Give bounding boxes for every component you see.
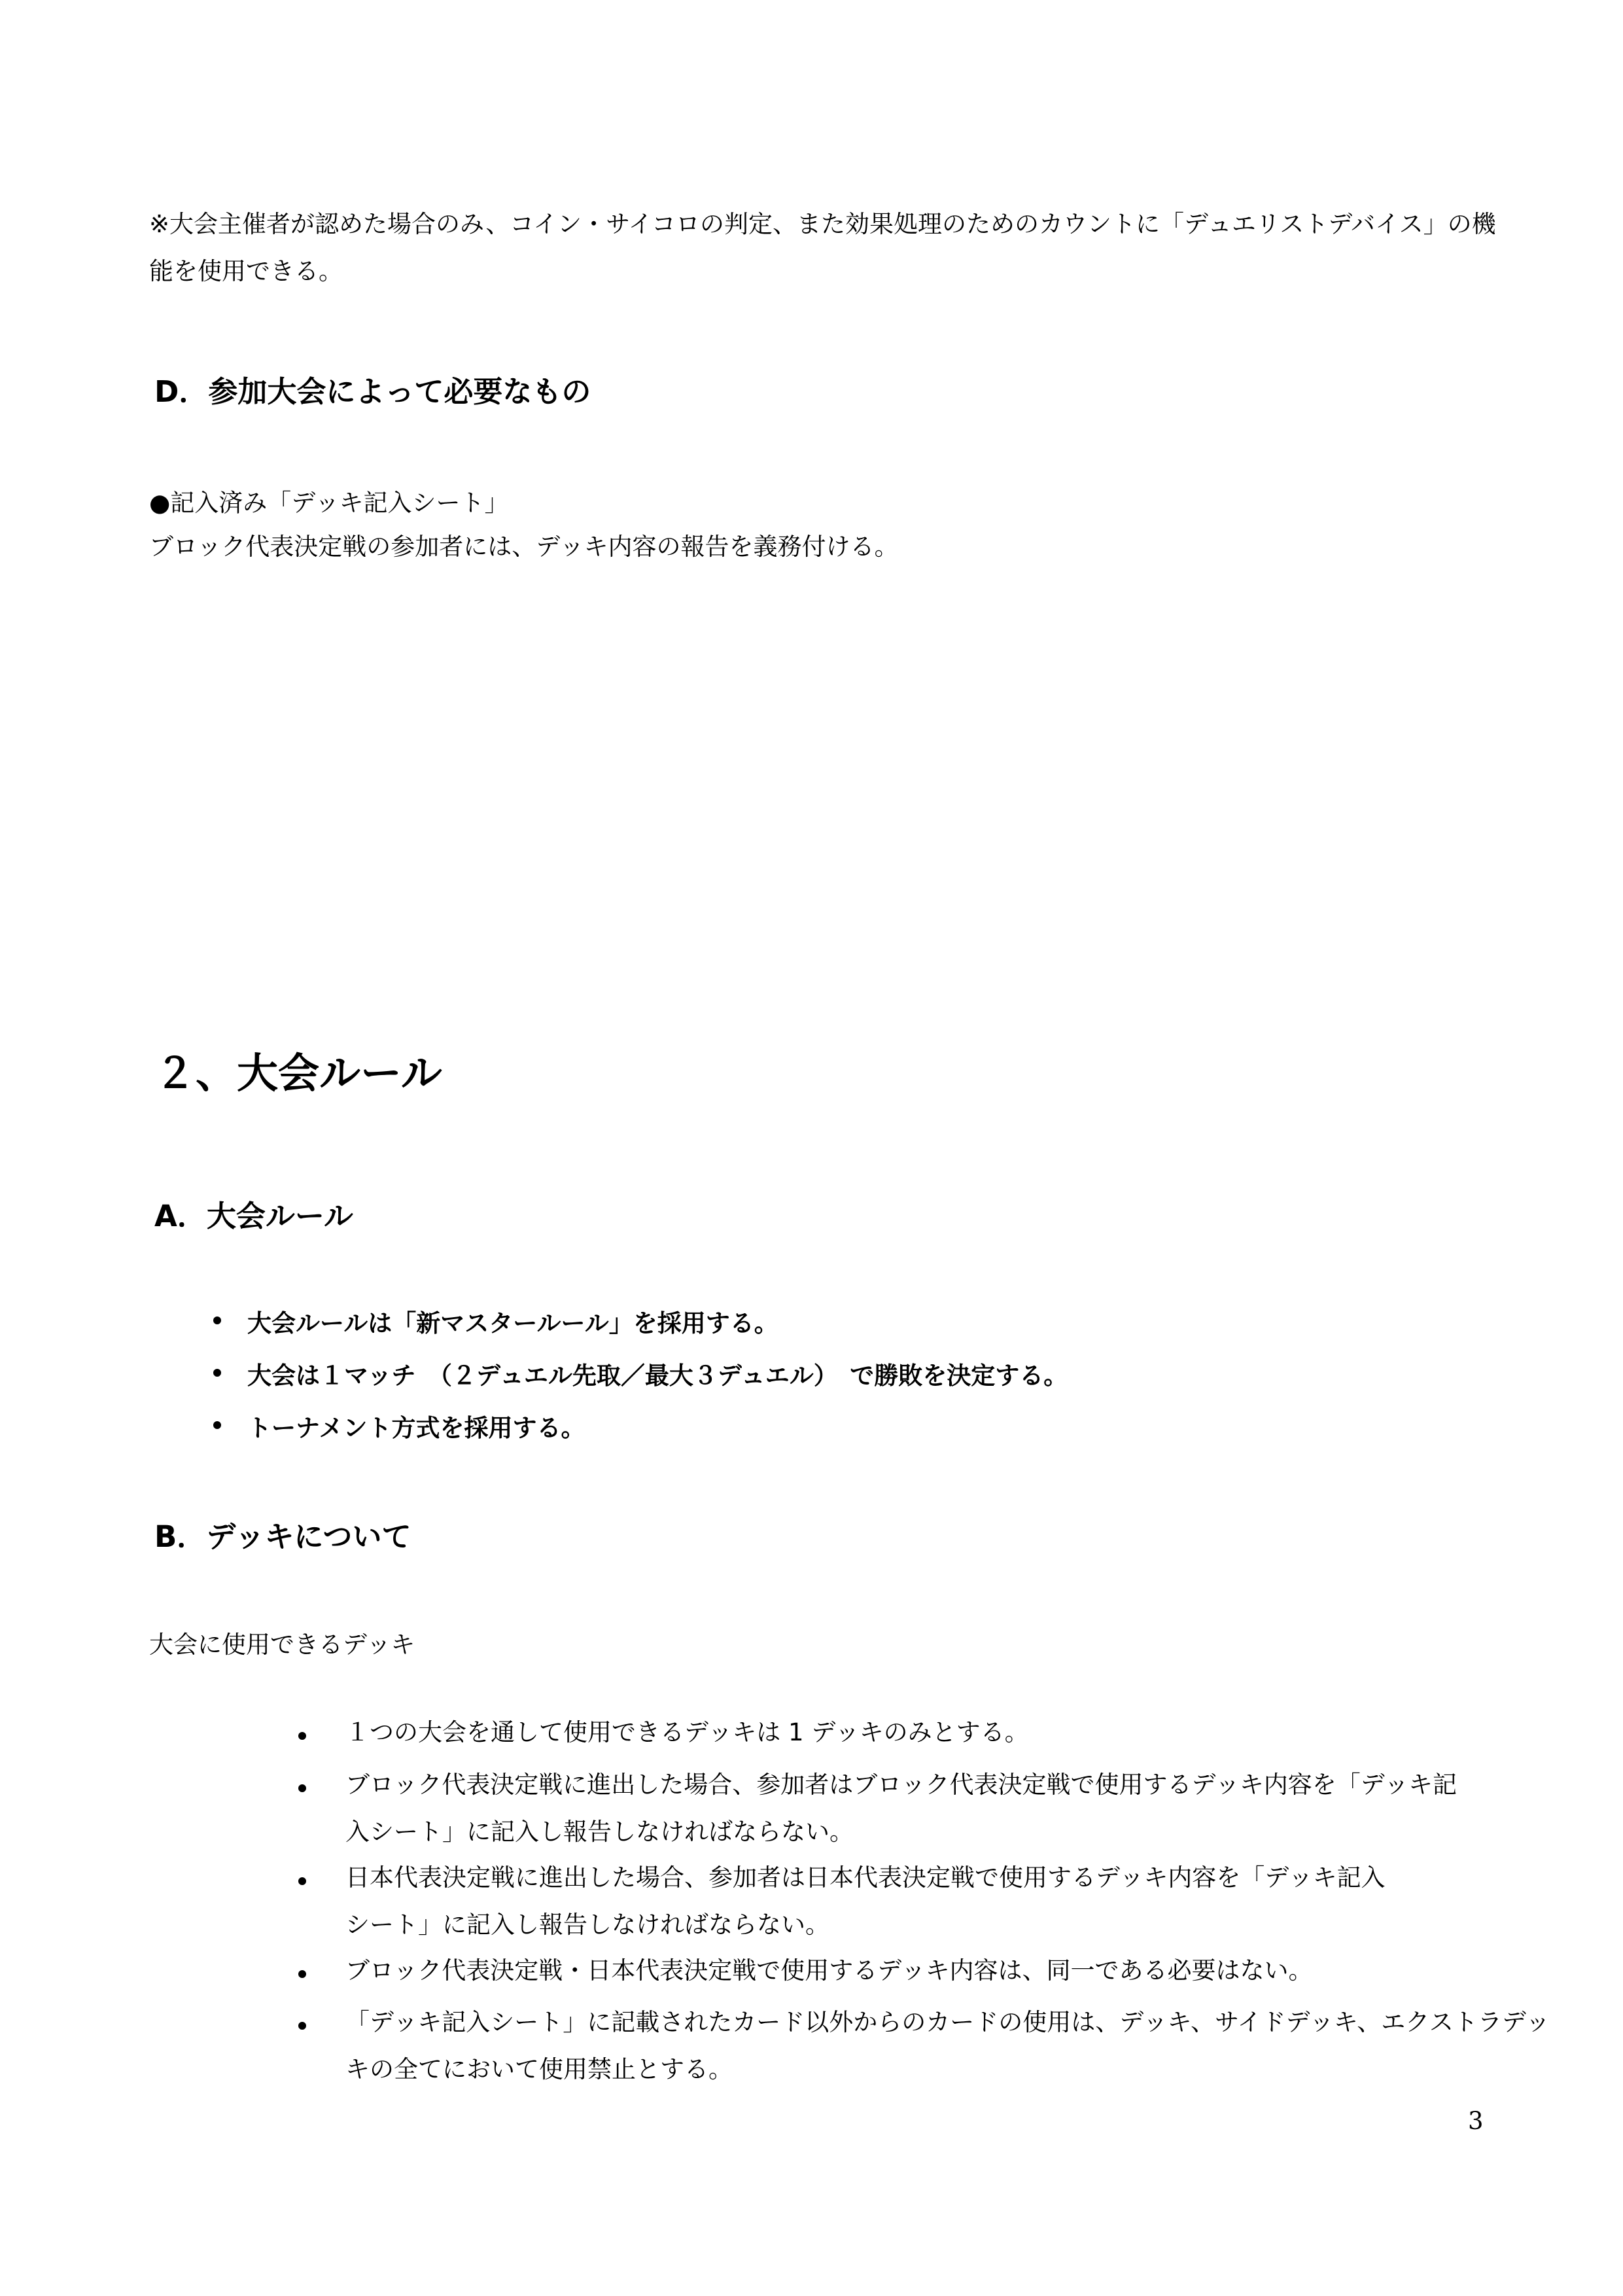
bullet-icon: [298, 1784, 306, 1792]
section-b-list-item: ブロック代表決定戦に進出した場合、参加者はブロック代表決定戦で使用するデッキ内容を「デッキ記: [345, 1771, 1457, 1799]
page-number: 3: [1468, 2107, 1484, 2135]
bullet-icon: [298, 1970, 306, 1978]
top-note-line-2: 能を使用できる。: [149, 257, 343, 285]
section-d-heading: D．参加大会によって必要なもの: [154, 374, 591, 409]
section-d-item: ●記入済み「デッキ記入シート」: [149, 489, 509, 517]
section-a-list-item: 大会は１マッチ （２デュエル先取／最大３デュエル） で勝敗を決定する。: [247, 1362, 1068, 1390]
section-b-list-item: 「デッキ記入シート」に記載されたカード以外からのカードの使用は、デッキ、サイドデッキ、エクストラデッ: [345, 2008, 1550, 2036]
section-a-list-item: 大会ルールは「新マスタールール」を採用する。: [247, 1309, 778, 1337]
top-note-line-1: ※大会主催者が認めた場合のみ、コイン・サイコロの判定、また効果処理のためのカウントに「デュエリストデバイス」の機: [149, 210, 1496, 238]
bullet-icon: [213, 1421, 221, 1429]
section-b-intro: 大会に使用できるデッキ: [149, 1631, 415, 1659]
bullet-icon: [298, 1877, 306, 1885]
section-b-list-item-continued: シート」に記入し報告しなければならない。: [345, 1911, 829, 1939]
section-2-title: ２、大会ルール: [154, 1050, 442, 1097]
bullet-icon: [298, 1732, 306, 1740]
section-b-list-item: ブロック代表決定戦・日本代表決定戦で使用するデッキ内容は、同一である必要はない。: [345, 1956, 1313, 1985]
bullet-icon: [213, 1369, 221, 1377]
section-b-list-item-continued: 入シート」に記入し報告しなければならない。: [345, 1818, 854, 1846]
section-b-heading: B．デッキについて: [154, 1519, 411, 1554]
section-a-heading: A．大会ルール: [154, 1199, 353, 1233]
bullet-icon: [213, 1316, 221, 1324]
bullet-icon: [298, 2022, 306, 2030]
section-d-description: ブロック代表決定戦の参加者には、デッキ内容の報告を義務付ける。: [149, 533, 899, 561]
section-b-list-item-continued: キの全てにおいて使用禁止とする。: [345, 2055, 733, 2083]
section-b-list-item: １つの大会を通して使用できるデッキは 1 デッキのみとする。: [345, 1718, 1029, 1746]
section-a-list-item: トーナメント方式を採用する。: [247, 1414, 585, 1442]
section-b-list-item: 日本代表決定戦に進出した場合、参加者は日本代表決定戦で使用するデッキ内容を「デッキ記入: [345, 1863, 1386, 1892]
